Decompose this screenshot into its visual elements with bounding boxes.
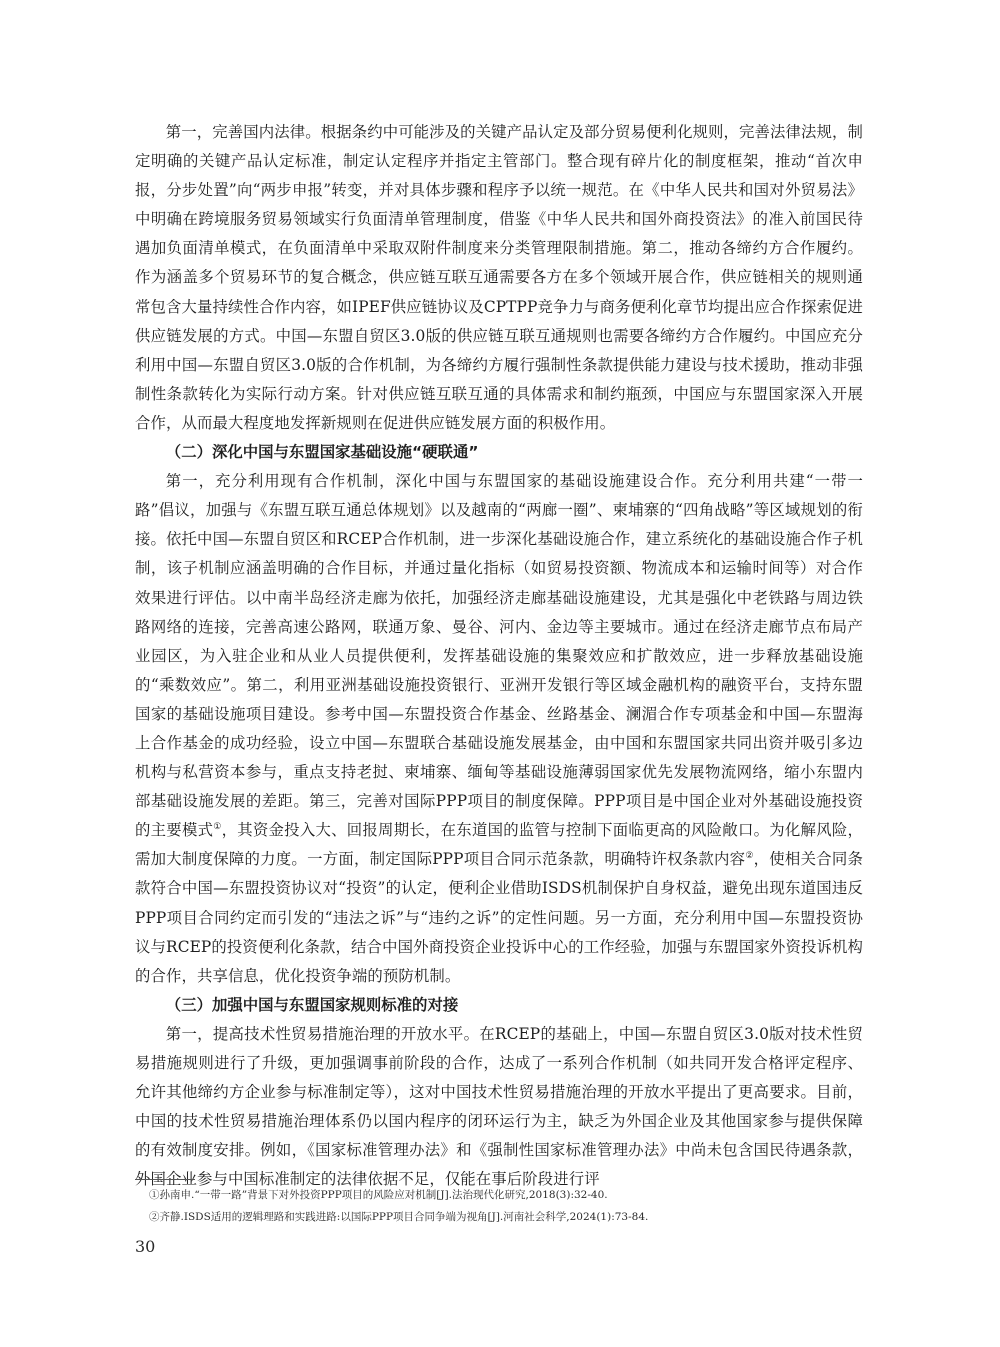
paragraph-infrastructure <box>135 467 863 991</box>
footnotes <box>135 1184 863 1228</box>
footnote-divider <box>135 1179 195 1180</box>
paragraph-infrastructure-part-3: ，使相关合同条款符合中国—东盟投资协议对“投资”的认定，便利企业借助ISDS机制保护自身权益，避免出现东道国违反PPP项目合同约定而引发的“违法之诉”与“违约之诉”的定性问题。另一方面，充分利用中国—东盟投资协议与RCEP的投资便利化条款，结合中国外商投资企业投诉中心的工作经验，加强与东盟国家外资投诉机构的合作，共享信息，优化投资争端的预防机制。 <box>135 850 863 985</box>
page-number: 30 <box>135 1237 156 1256</box>
page-body <box>135 118 863 1194</box>
footnote-2: ②齐静.ISDS适用的逻辑理路和实践进路:以国际PPP项目合同争端为视角[J].河南社会科学,2024(1):73-84. <box>149 1211 649 1223</box>
section-heading-standards: （三）加强中国与东盟国家规则标准的对接 <box>165 995 459 1014</box>
paragraph-domestic-law: 第一，完善国内法律。根据条约中可能涉及的关键产品认定及部分贸易便利化规则，完善法律法规，制定明确的关键产品认定标准，制定认定程序并指定主管部门。整合现有碎片化的制度框架，推动“首次申报，分步处置”向“两步申报”转变，并对具体步骤和程序予以统一规范。在《中华人民共和国对外贸易法》中明确在跨境服务贸易领域实行负面清单管理制度，借鉴《中华人民共和国外商投资法》的准入前国民待遇加负面清单模式，在负面清单中采取双附件制度来分类管理限制措施。第二，推动各缔约方合作履约。作为涵盖多个贸易环节的复合概念，供应链互联互通需要各方在多个领域开展合作，供应链相关的规则通常包含大量持续性合作内容，如IPEF供应链协议及CPTPP竞争力与商务便利化章节均提出应合作探索促进供应链发展的方式。中国—东盟自贸区3.0版的供应链互联互通规则也需要各缔约方合作履约。中国应充分利用中国—东盟自贸区3.0版的合作机制，为各缔约方履行强制性条款提供能力建设与技术援助，推动非强制性条款转化为实际行动方案。针对供应链互联互通的具体需求和制约瓶颈，中国应与东盟国家深入开展合作，从而最大程度地发挥新规则在促进供应链发展方面的积极作用。 <box>135 123 863 432</box>
footnote-ref-1[interactable]: ① <box>213 822 222 833</box>
paragraph-infrastructure-part-2: ，其资金投入大、回报周期长，在东道国的监管与控制下面临更高的风险敞口。为化解风险，需加大制度保障的力度。一方面，制定国际PPP项目合同示范条款，明确特许权条款内容 <box>135 821 863 869</box>
footnote-1: ①孙南申.“一带一路”背景下对外投资PPP项目的风险应对机制[J].法治现代化研究,2018(3):32-40. <box>149 1189 608 1201</box>
paragraph-standards: 第一，提高技术性贸易措施治理的开放水平。在RCEP的基础上，中国—东盟自贸区3.0版对技术性贸易措施规则进行了升级，更加强调事前阶段的合作，达成了一系列合作机制（如共同开发合格评定程序、允许其他缔约方企业参与标准制定等），这对中国技术性贸易措施治理的开放水平提出了更高要求。目前，中国的技术性贸易措施治理体系仍以国内程序的闭环运行为主，缺乏为外国企业及其他国家参与提供保障的有效制度安排。例如，《国家标准管理办法》和《强制性国家标准管理办法》中尚未包含国民待遇条款，外国企业参与中国标准制定的法律依据不足，仅能在事后阶段进行评 <box>135 1024 863 1189</box>
section-heading-infrastructure: （二）深化中国与东盟国家基础设施“硬联通” <box>165 443 479 462</box>
footnote-ref-2[interactable]: ② <box>745 851 754 862</box>
paragraph-infrastructure-part-1: 第一，充分利用现有合作机制，深化中国与东盟国家的基础设施建设合作。充分利用共建“一带一路”倡议，加强与《东盟互联互通总体规划》以及越南的“两廊一圈”、柬埔寨的“四角战略”等区域规划的衔接。依托中国—东盟自贸区和RCEP合作机制，进一步深化基础设施合作，建立系统化的基础设施合作子机制，该子机制应涵盖明确的合作目标，并通过量化指标（如贸易投资额、物流成本和运输时间等）对合作效果进行评估。以中南半岛经济走廊为依托，加强经济走廊基础设施建设，尤其是强化中老铁路与周边铁路网络的连接，完善高速公路网，联通万象、曼谷、河内、金边等主要城市。通过在经济走廊节点布局产业园区，为入驻企业和从业人员提供便利，发挥基础设施的集聚效应和扩散效应，进一步释放基础设施的“乘数效应”。第二，利用亚洲基础设施投资银行、亚洲开发银行等区域金融机构的融资平台，支持东盟国家的基础设施项目建设。参考中国—东盟投资合作基金、丝路基金、澜湄合作专项基金和中国—东盟海上合作基金的成功经验，设立中国—东盟联合基础设施发展基金，由中国和东盟国家共同出资并吸引多边机构与私营资本参与，重点支持老挝、柬埔寨、缅甸等基础设施薄弱国家优先发展物流网络，缩小东盟内部基础设施发展的差距。第三，完善对国际PPP项目的制度保障。PPP项目是中国企业对外基础设施投资的主要模式 <box>135 472 863 840</box>
